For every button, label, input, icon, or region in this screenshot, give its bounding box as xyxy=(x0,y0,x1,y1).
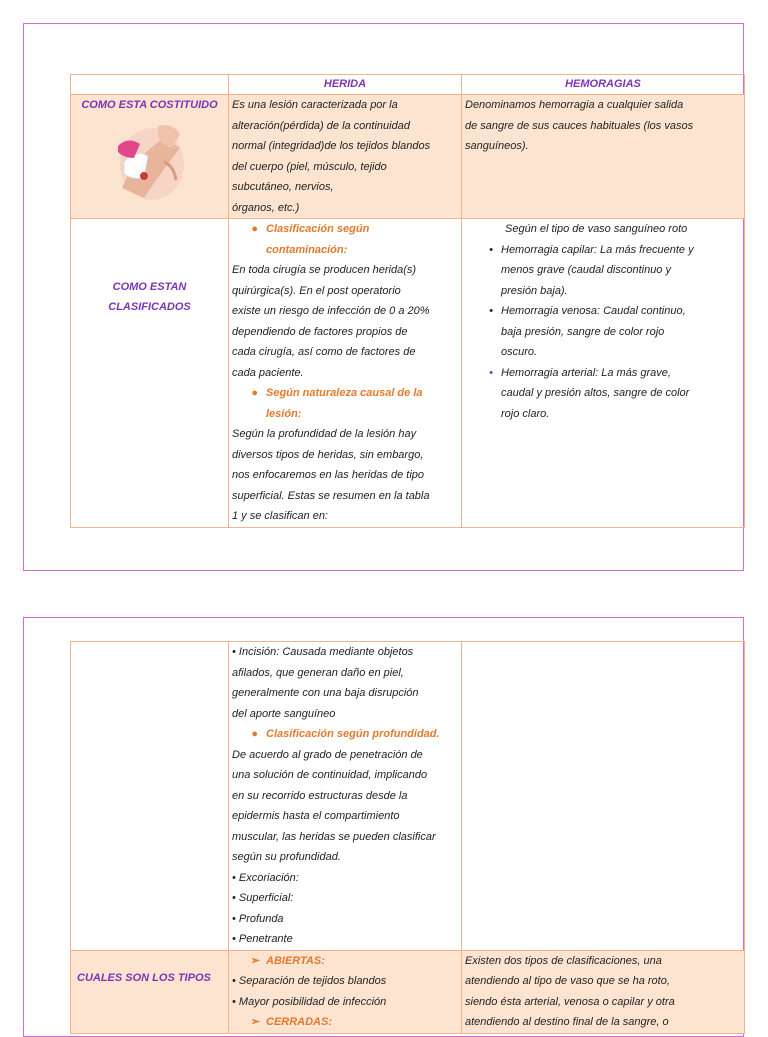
para-line: generalmente con una baja disrupción xyxy=(232,687,419,699)
hemo-line: atendiendo al destino final de la sangre, o xyxy=(465,1016,669,1028)
hemo-list-item xyxy=(465,301,741,363)
hemo-line: de sangre de sus cauces habituales (los vasos xyxy=(465,119,694,132)
subheading-text: Según naturaleza causal de la xyxy=(266,387,423,399)
row-label-line: COMO ESTAN xyxy=(112,280,187,293)
para-line: en su recorrido estructuras desde la xyxy=(232,789,408,802)
document-page-2 xyxy=(23,617,744,1037)
comparison-table-1 xyxy=(70,74,745,528)
row-label-line: CLASIFICADOS xyxy=(108,301,191,314)
hemo-line: siendo ésta arterial, venosa o capilar y otra xyxy=(465,995,675,1008)
list-line: • Mayor posibilidad de infección xyxy=(232,995,387,1008)
para-line: 1 y se clasifican en: xyxy=(232,510,328,522)
subheading-abiertas xyxy=(232,951,458,972)
subheading-naturaleza xyxy=(232,383,458,424)
list-line: • Penetrante xyxy=(232,933,293,945)
para-line: Según la profundidad de la lesión hay xyxy=(232,428,417,440)
para-line: muscular, las heridas se pueden clasificar xyxy=(232,830,436,843)
comparison-table-2 xyxy=(70,641,745,1034)
table-row-constituido xyxy=(71,95,745,219)
hemo-item-line: menos grave (caudal discontinuo y xyxy=(501,264,671,276)
subheading-text: ABIERTAS: xyxy=(266,954,325,967)
bullet-icon: • xyxy=(489,243,493,256)
para-line: De acuerdo al grado de penetración de xyxy=(232,748,423,761)
hemo-list-item xyxy=(465,240,741,302)
list-line: • Superficial: xyxy=(232,892,294,904)
table-row-continued xyxy=(71,642,745,951)
herida-types-cell xyxy=(229,950,462,1033)
bullet-icon: ● xyxy=(251,223,258,235)
herida-definition-cell xyxy=(229,95,462,219)
hemo-item-line: Hemorragia capilar: La más frecuente y xyxy=(501,243,694,256)
hemo-line: Existen dos tipos de clasificaciones, una xyxy=(465,954,662,967)
para-line: según su profundidad. xyxy=(232,851,341,863)
para-line xyxy=(232,806,458,827)
hemo-definition-cell xyxy=(462,95,745,219)
hemo-types-cell xyxy=(462,950,745,1033)
row-label-cell xyxy=(71,219,229,528)
para-line: nos enfocaremos en las heridas de tipo xyxy=(232,469,425,481)
para-line: afilados, que generan daño en piel, xyxy=(232,666,404,679)
bullet-icon: ● xyxy=(251,387,258,399)
row-label: COMO ESTA COSTITUIDO xyxy=(81,99,218,111)
subheading-text: contaminación: xyxy=(266,243,348,256)
row-label-cell xyxy=(71,95,229,219)
bullet-icon: • xyxy=(489,366,493,379)
para-line: una solución de continuidad, implicando xyxy=(232,769,428,781)
list-line: • Excoriación: xyxy=(232,871,299,884)
para-line: cada paciente. xyxy=(232,366,304,379)
arrow-right-icon: ➢ xyxy=(250,954,260,967)
hemo-item-line: Hemorragia arterial: La más grave, xyxy=(501,366,671,379)
subheading-profundidad xyxy=(232,724,458,745)
header-hemoragias: HEMORAGIAS xyxy=(462,75,745,95)
herida-line: del cuerpo (piel, músculo, tejido xyxy=(232,160,387,173)
para-line: cada cirugía, así como de factores de xyxy=(232,346,416,358)
hemo-classification-cell xyxy=(462,219,745,528)
hemo-line: sanguíneos). xyxy=(465,140,529,152)
bullet-icon: ● xyxy=(251,728,258,740)
row-label: CUALES SON LOS TIPOS xyxy=(77,971,211,984)
subheading-contaminacion xyxy=(232,219,458,260)
herida-continued-cell xyxy=(229,642,462,951)
herida-line: órganos, etc.) xyxy=(232,201,300,214)
hemo-item-line: baja presión, sangre de color rojo xyxy=(501,325,665,338)
hemo-line: Denominamos hemorragia a cualquier salida xyxy=(465,99,684,111)
para-line: quirúrgica(s). En el post operatorio xyxy=(232,284,401,297)
subheading-cerradas xyxy=(232,1012,458,1033)
hemo-line: atendiendo al tipo de vaso que se ha roto, xyxy=(465,975,670,987)
para-text: epidermis hasta el compartimiento xyxy=(232,810,400,822)
herida-line: normal (integridad)de los tejidos blandos xyxy=(232,140,431,152)
hemo-item-line: oscuro. xyxy=(501,346,538,358)
empty-label-cell xyxy=(71,642,229,951)
row-label xyxy=(74,277,225,318)
bullet-icon: • xyxy=(489,305,493,317)
hemo-item-line: presión baja). xyxy=(501,284,568,297)
list-line: • Separación de tejidos blandos xyxy=(232,975,387,987)
para-line: existe un riesgo de infección de 0 a 20% xyxy=(232,305,430,317)
hemo-intro: Según el tipo de vaso sanguíneo roto xyxy=(505,223,688,235)
row-label-cell xyxy=(71,950,229,1033)
subheading-text: Clasificación según xyxy=(266,223,370,235)
para-line: superficial. Estas se resumen en la tabla xyxy=(232,489,430,502)
hemo-list-item xyxy=(465,363,741,425)
hemo-item-line: caudal y presión altos, sangre de color xyxy=(501,387,690,399)
subheading-text: lesión: xyxy=(266,407,302,420)
para-line: • Incisión: Causada mediante objetos xyxy=(232,646,414,658)
para-line: del aporte sanguíneo xyxy=(232,707,336,720)
hemo-item-line: rojo claro. xyxy=(501,407,550,420)
hemo-continued-cell xyxy=(462,642,745,951)
para-line: En toda cirugía se producen herida(s) xyxy=(232,264,417,276)
document-page-1 xyxy=(23,23,744,571)
herida-classification-cell xyxy=(229,219,462,528)
header-empty xyxy=(71,75,229,95)
subheading-text: Clasificación según profundidad. xyxy=(266,728,440,740)
subheading-text: CERRADAS: xyxy=(266,1016,332,1028)
herida-line: Es una lesión caracterizada por la xyxy=(232,99,398,111)
herida-line: alteración(pérdida) de la continuidad xyxy=(232,119,410,132)
hemo-item-line: Hemorragia venosa: Caudal continuo, xyxy=(501,305,686,317)
table-row-clasificados xyxy=(71,219,745,528)
list-line: • Profunda xyxy=(232,912,284,925)
header-herida: HERIDA xyxy=(229,75,462,95)
arrow-right-icon: ➢ xyxy=(250,1016,260,1028)
table-row-tipos xyxy=(71,950,745,1033)
table-header-row xyxy=(71,75,745,95)
wound-care-image xyxy=(114,118,186,204)
para-line: diversos tipos de heridas, sin embargo, xyxy=(232,448,424,461)
herida-line: subcutáneo, nervios, xyxy=(232,181,334,193)
para-line: dependiendo de factores propios de xyxy=(232,325,408,338)
